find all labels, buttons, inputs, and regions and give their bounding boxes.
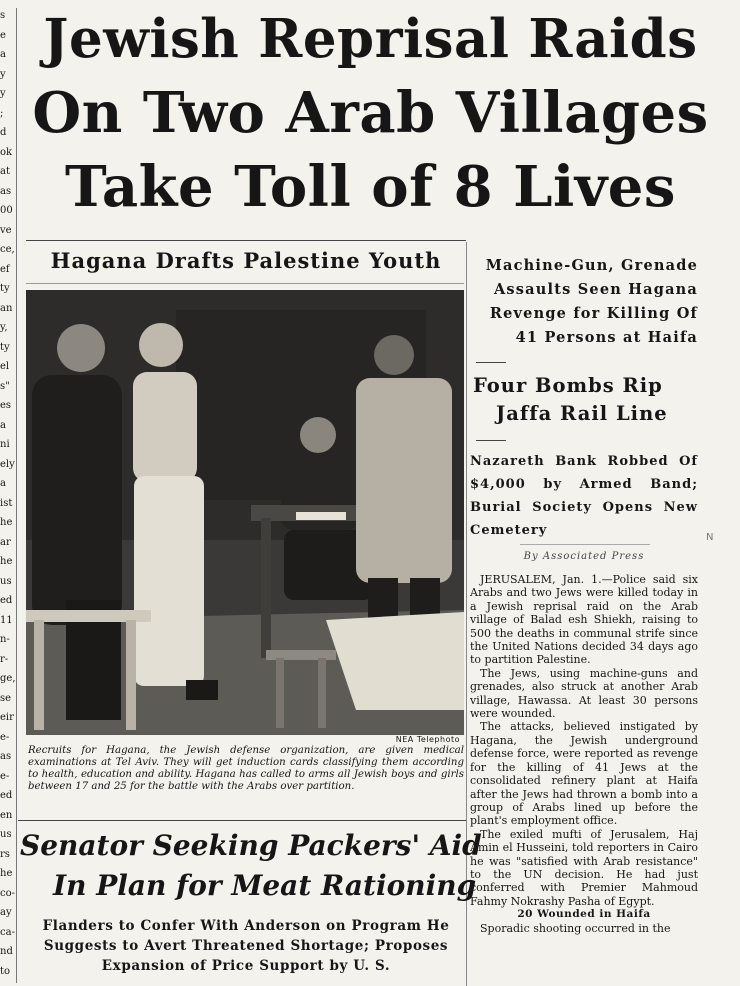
deck-four-bombs	[470, 372, 698, 428]
left-column-fragment: ;	[0, 107, 4, 119]
left-column-fragment: s"	[0, 380, 10, 392]
article-tail: Sporadic shooting occurred in the	[480, 921, 671, 935]
left-column-fragment: ty	[0, 341, 10, 353]
left-column-fragment: nd	[0, 946, 13, 957]
left-column-fragment: ty	[0, 283, 10, 294]
deck-divider-3	[520, 544, 650, 545]
left-column-fragment: d	[0, 127, 7, 138]
edge-mark: N	[706, 532, 714, 543]
left-column-fragment: e-	[0, 770, 10, 782]
main-headline	[18, 2, 723, 224]
left-column-fragment: a	[0, 49, 6, 60]
left-column-fragment: a	[0, 478, 6, 489]
left-column-fragment: us	[0, 829, 12, 840]
senator-deck: Flanders to Confer With Anderson on Program He Suggests to Avert Threatened Shortage; Proposes Expansion of Price Support by U. S.	[42, 918, 450, 974]
left-column-fragment: ist	[0, 497, 13, 509]
left-column-fragment: e-	[0, 731, 10, 743]
headline-line-1: Jewish Reprisal Raids	[43, 8, 698, 70]
photo-credit: NEA Telephoto	[395, 735, 460, 744]
left-column-fragment: ce,	[0, 244, 15, 255]
left-column-fragment: ok	[0, 146, 13, 158]
senator-headline	[18, 826, 482, 906]
left-column-fragment: eir	[0, 712, 14, 723]
left-column-fragment: es	[0, 400, 12, 411]
left-column-fragment: rs	[0, 848, 10, 860]
senator-headline-line-2: In Plan for Meat Rationing	[53, 869, 477, 902]
left-column-fragment: e	[0, 29, 6, 41]
deck-nazareth: Nazareth Bank Robbed Of $4,000 by Armed Band; Burial Society Opens New Cemetery	[470, 454, 698, 538]
left-column-fragment: y,	[0, 322, 8, 333]
senator-headline-line-1: Senator Seeking Packers' Aid	[20, 829, 482, 862]
left-column-fragment: co-	[0, 887, 15, 899]
left-column-fragment: n-	[0, 634, 10, 645]
deck-four-bombs-line-2: Jaffa Rail Line	[496, 402, 668, 425]
left-column-fragment: el	[0, 361, 10, 372]
left-column-fragment: ni	[0, 439, 10, 450]
photo-title: Hagana Drafts Palestine Youth	[50, 248, 442, 273]
column-rule-left	[16, 8, 17, 983]
article-paragraph: The Jews, using machine-guns and grenades, also struck at another Arab village, Hawassa. At least 30 persons were wounded.	[470, 666, 698, 721]
senator-rule	[18, 820, 466, 821]
left-column-fragment: a	[0, 419, 6, 431]
article-subhead: 20 Wounded in Haifa	[517, 908, 651, 921]
left-column-fragment: en	[0, 809, 13, 821]
article-paragraph: JERUSALEM, Jan. 1.—Police said six Arabs and two Jews were killed today in a Jewish reprisal raid on the Arab village of Balad esh Shiekh, raising to 500 the deaths in communal strife since the United Nations decided 34 days ago to partition Palestine.	[470, 573, 698, 667]
deck-machine-gun: Machine-Gun, Grenade Assaults Seen Hagana Revenge for Killing Of 41 Persons at Haifa	[485, 257, 698, 346]
article-paragraph: The attacks, believed instigated by Hagana, the Jewish underground defense force, were reported as revenge for the killing of 41 Jews at the consolidated refinery plant at Haifa after the Jews had thrown a bomb into a group of Arabs lined up before the plant's employment office.	[470, 720, 698, 828]
deck-divider-1	[476, 362, 506, 363]
recruits-photo-illustration	[26, 290, 464, 735]
byline: By Associated Press	[523, 551, 645, 562]
left-column-fragment: y	[0, 68, 6, 80]
left-column-fragment: ar	[0, 536, 11, 548]
left-column-fragment: r-	[0, 653, 9, 665]
left-column-fragment: ed	[0, 595, 13, 606]
left-column-fragment: 11	[0, 614, 13, 626]
left-column-fragment: ed	[0, 790, 13, 801]
left-column-fragment: s	[0, 10, 6, 21]
left-column-fragment: us	[0, 575, 12, 587]
left-column-fragment: to	[0, 965, 11, 977]
photo-title-rule	[26, 283, 464, 284]
left-column-fragment: ay	[0, 907, 12, 918]
headline-line-2: On Two Arab Villages	[32, 80, 709, 146]
left-column-fragment: as	[0, 751, 12, 762]
left-column-fragment: he	[0, 556, 13, 567]
left-column-fragment: ca-	[0, 926, 15, 938]
left-column-fragment: he	[0, 868, 13, 879]
article-paragraph: The exiled mufti of Jerusalem, Haj Amin el Husseini, told reporters in Cairo he was "satisfied with Arab resistance" to the UN decision. He had just conferred with Premier Mahmoud Fahmy Nokrashy Pasha of Egypt.	[470, 827, 698, 908]
left-column-fragment: at	[0, 166, 10, 177]
left-column-fragment: y	[0, 88, 6, 99]
left-column-fragment: ge,	[0, 673, 16, 684]
left-column-fragment: ely	[0, 458, 15, 470]
left-column-fragment: 00	[0, 205, 13, 216]
article-body	[470, 573, 698, 935]
photo-caption: Recruits for Hagana, the Jewish defense organization, are given medical examinations at Tel Aviv. They will get induction cards classifying them according to health, education and ability. Hagana has called to arms all Jewish boys and girls between 17 and 25 for the battle with the Arabs over partition.	[28, 745, 464, 792]
deck-four-bombs-line-1: Four Bombs Rip	[473, 374, 663, 397]
headline-line-3: Take Toll of 8 Lives	[65, 154, 676, 220]
left-column-fragment: ve	[0, 224, 12, 236]
left-column-fragment: he	[0, 517, 13, 528]
left-column-fragment: se	[0, 692, 12, 704]
left-column-fragment: as	[0, 185, 12, 197]
left-column-fragments	[0, 0, 16, 986]
headline-rule	[26, 240, 466, 241]
news-photo	[26, 290, 464, 735]
left-column-fragment: ef	[0, 263, 10, 275]
left-column-fragment: an	[0, 302, 13, 314]
deck-divider-2	[476, 440, 506, 441]
